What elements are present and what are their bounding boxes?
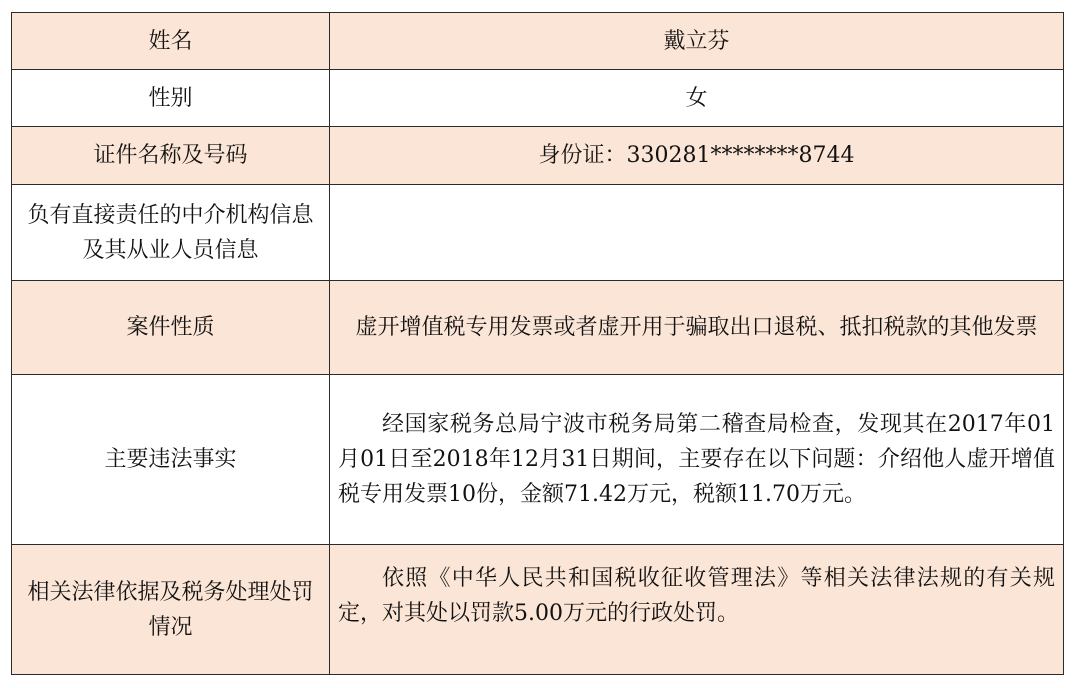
- table-row: [12, 127, 1064, 185]
- row-label-case-nature: 案件性质: [12, 281, 330, 375]
- table-row: [12, 13, 1064, 70]
- row-value-gender: 女: [330, 70, 1064, 127]
- case-info-table: [11, 12, 1064, 675]
- row-value-id: 身份证：330281********8744: [330, 127, 1064, 185]
- table-row: [12, 375, 1064, 545]
- row-label-name: 姓名: [12, 13, 330, 70]
- row-value-case-nature: 虚开增值税专用发票或者虚开用于骗取出口退税、抵扣税款的其他发票: [330, 281, 1064, 375]
- table-row: [12, 545, 1064, 675]
- row-value-legal-basis-cell: [330, 545, 1064, 675]
- row-label-gender: 性别: [12, 70, 330, 127]
- row-value-name: 戴立芬: [330, 13, 1064, 70]
- row-label-intermediary: 负有直接责任的中介机构信息及其从业人员信息: [12, 185, 330, 281]
- row-label-id: 证件名称及号码: [12, 127, 330, 185]
- row-value-legal-basis: 依照《中华人民共和国税收征收管理法》等相关法律法规的有关规定，对其处以罚款5.00万元的行政处罚。: [338, 566, 1055, 626]
- row-value-violation: 经国家税务总局宁波市税务局第二稽查局检查，发现其在2017年01月01日至2018年12月31日期间，主要存在以下问题：介绍他人虚开增值税专用发票10份，金额71.42万元，税额11.70万元。: [338, 412, 1055, 507]
- table-row: [12, 185, 1064, 281]
- table-row: [12, 281, 1064, 375]
- row-label-violation: 主要违法事实: [12, 375, 330, 545]
- row-value-intermediary: [330, 185, 1064, 281]
- table-row: [12, 70, 1064, 127]
- row-label-legal-basis: 相关法律依据及税务处理处罚情况: [12, 545, 330, 675]
- row-value-violation-cell: [330, 375, 1064, 545]
